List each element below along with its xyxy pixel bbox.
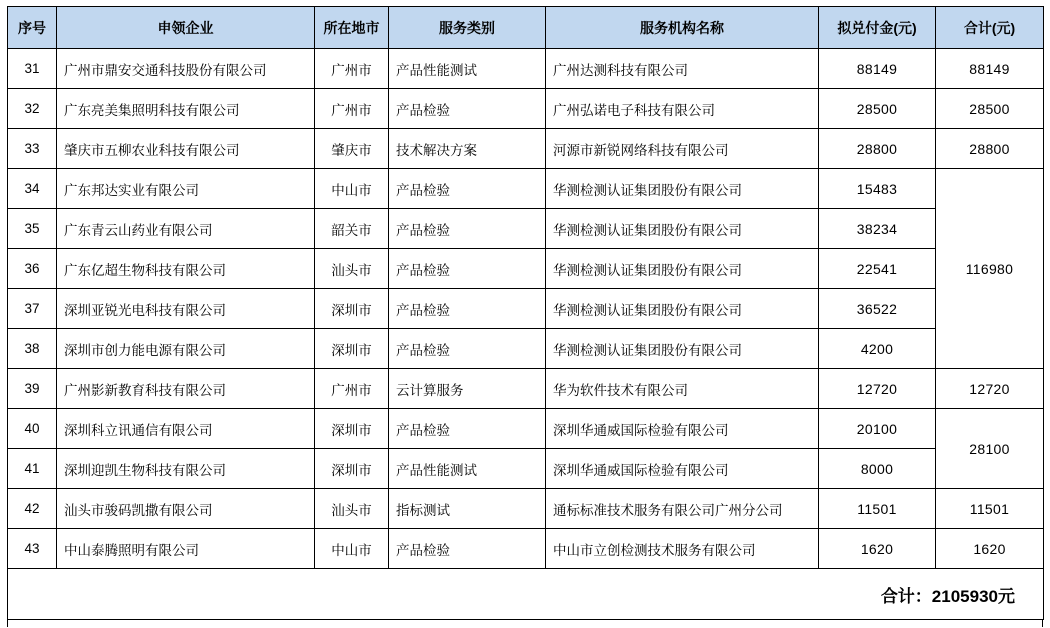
cell-amount: 1620: [819, 529, 936, 569]
cell-service: 产品检验: [389, 529, 546, 569]
cell-no: 38: [8, 329, 57, 369]
cell-agency: 广州达测科技有限公司: [546, 49, 819, 89]
cell-company: 广东青云山药业有限公司: [57, 209, 315, 249]
cell-amount: 38234: [819, 209, 936, 249]
cell-amount: 22541: [819, 249, 936, 289]
cell-service: 产品检验: [389, 89, 546, 129]
cell-service: 指标测试: [389, 489, 546, 529]
table-row: [8, 329, 1044, 369]
cell-no: 40: [8, 409, 57, 449]
cell-company: 深圳亚锐光电科技有限公司: [57, 289, 315, 329]
grand-total-row: [8, 569, 1044, 620]
cell-amount: 4200: [819, 329, 936, 369]
header-city: 所在地市: [315, 7, 389, 49]
cell-amount: 88149: [819, 49, 936, 89]
cell-city: 汕头市: [315, 249, 389, 289]
cell-city: 广州市: [315, 89, 389, 129]
header-service: 服务类别: [389, 7, 546, 49]
cell-no: 43: [8, 529, 57, 569]
cell-company: 汕头市骏码凯撒有限公司: [57, 489, 315, 529]
cell-no: 39: [8, 369, 57, 409]
cell-service: 产品性能测试: [389, 49, 546, 89]
cell-agency: 河源市新锐网络科技有限公司: [546, 129, 819, 169]
cell-company: 广东亮美集照明科技有限公司: [57, 89, 315, 129]
cell-total-merged: 28100: [936, 409, 1044, 489]
cell-service: 产品检验: [389, 249, 546, 289]
cell-service: 产品检验: [389, 289, 546, 329]
cell-company: 深圳科立讯通信有限公司: [57, 409, 315, 449]
cell-city: 深圳市: [315, 409, 389, 449]
cell-agency: 华测检测认证集团股份有限公司: [546, 249, 819, 289]
cell-service: 云计算服务: [389, 369, 546, 409]
cell-city: 深圳市: [315, 449, 389, 489]
cell-amount: 28500: [819, 89, 936, 129]
cell-city: 深圳市: [315, 289, 389, 329]
cell-service: 产品检验: [389, 409, 546, 449]
header-agency: 服务机构名称: [546, 7, 819, 49]
cell-no: 32: [8, 89, 57, 129]
cell-no: 35: [8, 209, 57, 249]
cell-service: 技术解决方案: [389, 129, 546, 169]
header-company: 申领企业: [57, 7, 315, 49]
table-row: [8, 169, 1044, 209]
cell-service: 产品检验: [389, 169, 546, 209]
table-row: [8, 409, 1044, 449]
table-row: [8, 529, 1044, 569]
cell-amount: 20100: [819, 409, 936, 449]
cell-company: 广东邦达实业有限公司: [57, 169, 315, 209]
partial-next-row: [7, 620, 1043, 627]
cell-city: 广州市: [315, 369, 389, 409]
table-row: [8, 129, 1044, 169]
cell-agency: 华为软件技术有限公司: [546, 369, 819, 409]
cell-no: 37: [8, 289, 57, 329]
cell-company: 广州影新教育科技有限公司: [57, 369, 315, 409]
cell-agency: 深圳华通威国际检验有限公司: [546, 409, 819, 449]
table-row: [8, 489, 1044, 529]
table-row: [8, 209, 1044, 249]
cell-no: 34: [8, 169, 57, 209]
table-row: [8, 449, 1044, 489]
cell-company: 肇庆市五柳农业科技有限公司: [57, 129, 315, 169]
cell-agency: 华测检测认证集团股份有限公司: [546, 329, 819, 369]
cell-amount: 11501: [819, 489, 936, 529]
cell-service: 产品检验: [389, 209, 546, 249]
cell-amount: 36522: [819, 289, 936, 329]
cell-total: 28500: [936, 89, 1044, 129]
cell-amount: 8000: [819, 449, 936, 489]
header-no: 序号: [8, 7, 57, 49]
cell-no: 41: [8, 449, 57, 489]
cell-amount: 15483: [819, 169, 936, 209]
cell-service: 产品性能测试: [389, 449, 546, 489]
table-row: [8, 249, 1044, 289]
cell-agency: 中山市立创检测技术服务有限公司: [546, 529, 819, 569]
cell-company: 广州市鼎安交通科技股份有限公司: [57, 49, 315, 89]
subsidy-payment-table: [7, 6, 1044, 620]
cell-total: 12720: [936, 369, 1044, 409]
cell-agency: 深圳华通威国际检验有限公司: [546, 449, 819, 489]
cell-agency: 通标标准技术服务有限公司广州分公司: [546, 489, 819, 529]
table-row: [8, 369, 1044, 409]
cell-agency: 华测检测认证集团股份有限公司: [546, 169, 819, 209]
cell-city: 深圳市: [315, 329, 389, 369]
cell-no: 33: [8, 129, 57, 169]
cell-no: 42: [8, 489, 57, 529]
cell-total: 1620: [936, 529, 1044, 569]
cell-company: 深圳迎凯生物科技有限公司: [57, 449, 315, 489]
cell-total: 11501: [936, 489, 1044, 529]
cell-company: 中山泰腾照明有限公司: [57, 529, 315, 569]
payment-table-sheet: [7, 6, 1043, 627]
table-row: [8, 89, 1044, 129]
table-row: [8, 49, 1044, 89]
cell-city: 中山市: [315, 529, 389, 569]
cell-company: 深圳市创力能电源有限公司: [57, 329, 315, 369]
cell-no: 31: [8, 49, 57, 89]
cell-agency: 华测检测认证集团股份有限公司: [546, 289, 819, 329]
cell-agency: 广州弘诺电子科技有限公司: [546, 89, 819, 129]
cell-city: 汕头市: [315, 489, 389, 529]
grand-total-cell: 合计：2105930元: [8, 569, 1044, 620]
cell-total: 28800: [936, 129, 1044, 169]
cell-service: 产品检验: [389, 329, 546, 369]
cell-no: 36: [8, 249, 57, 289]
table-row: [8, 289, 1044, 329]
cell-amount: 12720: [819, 369, 936, 409]
cell-amount: 28800: [819, 129, 936, 169]
header-amount: 拟兑付金(元): [819, 7, 936, 49]
cell-city: 肇庆市: [315, 129, 389, 169]
cell-company: 广东亿超生物科技有限公司: [57, 249, 315, 289]
cell-city: 广州市: [315, 49, 389, 89]
cell-agency: 华测检测认证集团股份有限公司: [546, 209, 819, 249]
cell-total: 88149: [936, 49, 1044, 89]
header-row: [8, 7, 1044, 49]
cell-total-merged: 116980: [936, 169, 1044, 369]
cell-city: 韶关市: [315, 209, 389, 249]
cell-city: 中山市: [315, 169, 389, 209]
header-total: 合计(元): [936, 7, 1044, 49]
